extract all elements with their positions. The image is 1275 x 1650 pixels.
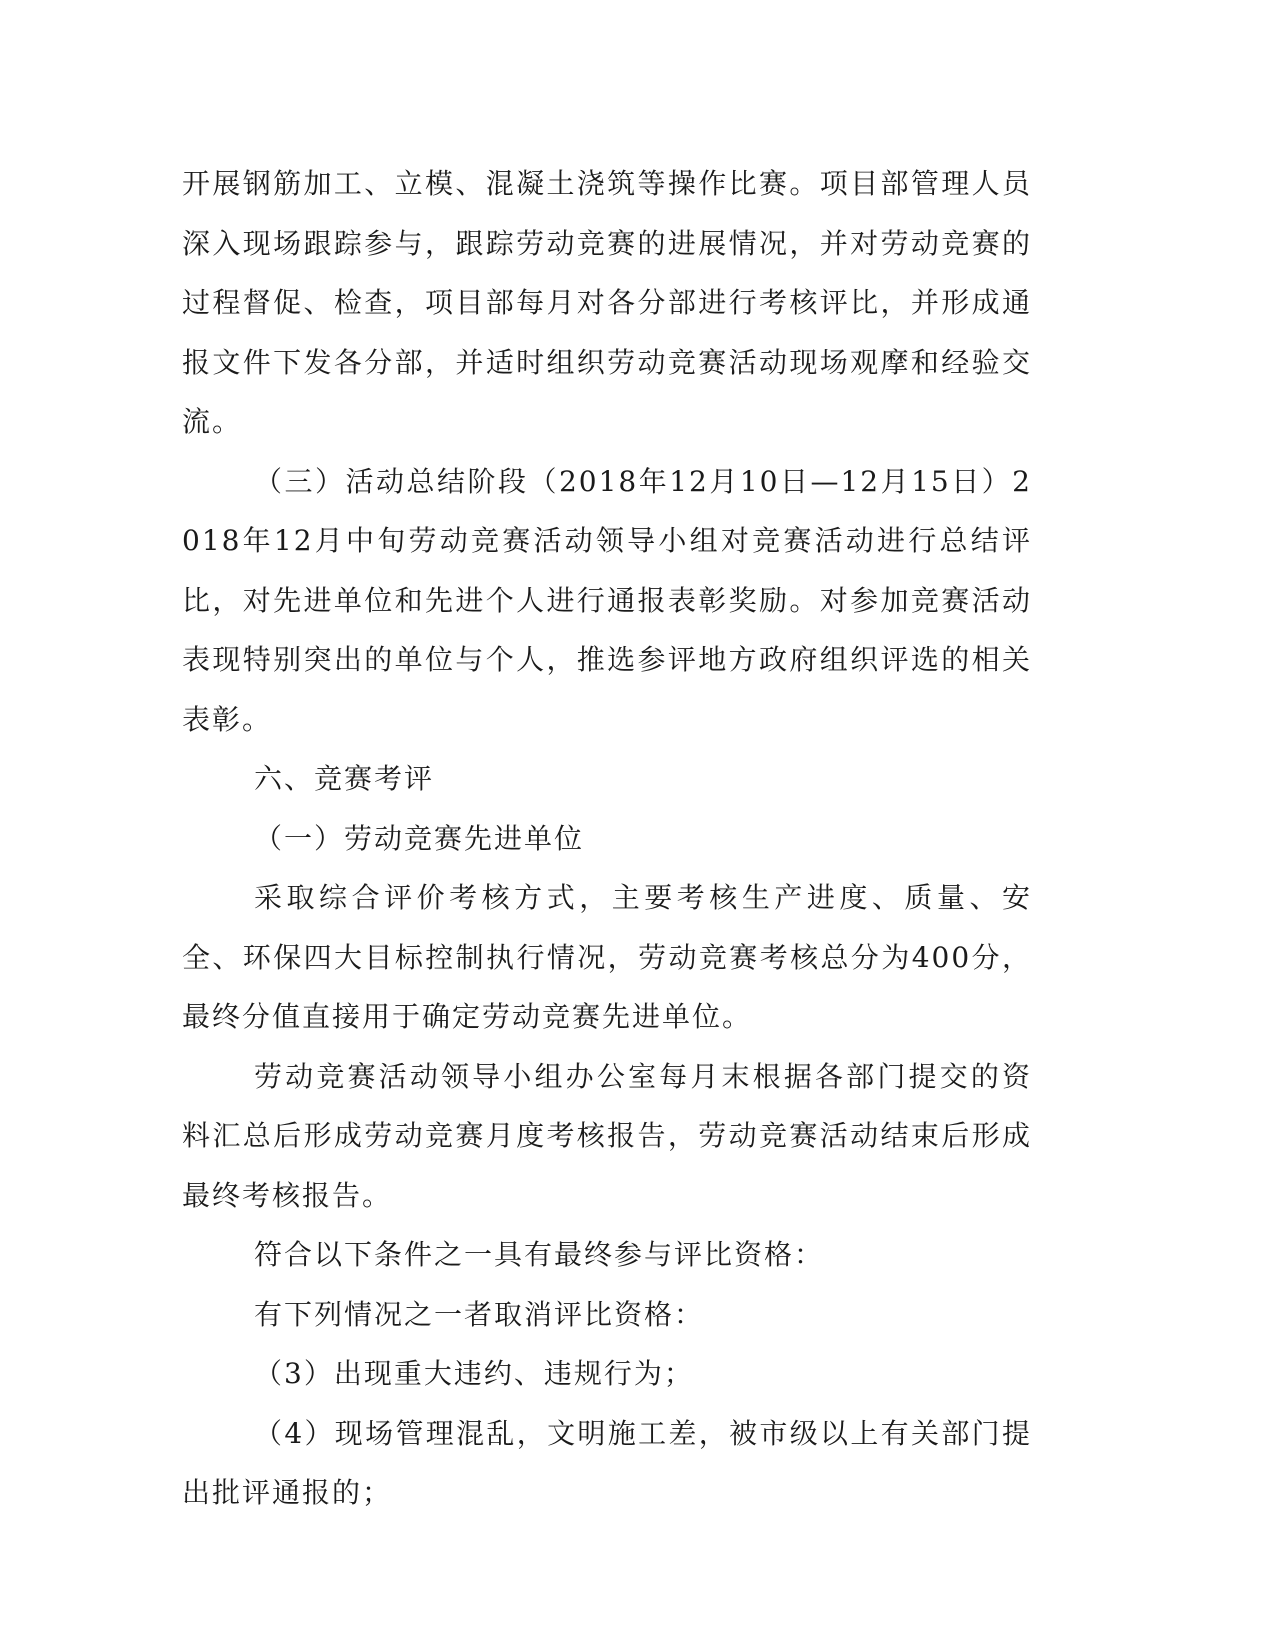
paragraph-monthly-report: 劳动竞赛活动领导小组办公室每月末根据各部门提交的资料汇总后形成劳动竞赛月度考核报告，劳动竞赛活动结束后形成最终考核报告。 [182,1059,1032,1212]
paragraph-eligibility: 符合以下条件之一具有最终参与评比资格： [254,1238,825,1271]
paragraph-contest-operations: 开展钢筋加工、立模、混凝土浇筑等操作比赛。项目部管理人员深入现场跟踪参与，跟踪劳动竞赛的进展情况，并对劳动竞赛的过程督促、检查，项目部每月对各分部进行考核评比，并形成通报文件下发各分部，并适时组织劳动竞赛活动现场观摩和经验交流。 [182,167,1032,438]
list-item-4: （4）现场管理混乱，文明施工差，被市级以上有关部门提出批评通报的； [182,1416,1032,1509]
paragraph-disqualification: 有下列情况之一者取消评比资格： [254,1297,705,1331]
paragraph-scoring-method: 采取综合评价考核方式，主要考核生产进度、质量、安全、环保四大目标控制执行情况，劳动竞赛考核总分为400分，最终分值直接用于确定劳动竞赛先进单位。 [182,881,1032,1033]
paragraph-summary-stage: （三）活动总结阶段（2018年12月10日—12月15日）2018年12月中旬劳动竞赛活动领导小组对竞赛活动进行总结评比，对先进单位和先进个人进行通报表彰奖励。对参加竞赛活动表现特别突出的单位与个人，推选参评地方政府组织评选的相关表彰。 [182,464,1032,736]
document-body [182,154,1032,1523]
subsection-heading-advanced-units: （一）劳动竞赛先进单位 [254,821,585,855]
section-heading-evaluation: 六、竞赛考评 [254,762,435,795]
list-item-3: （3）出现重大违约、违规行为； [254,1357,694,1390]
